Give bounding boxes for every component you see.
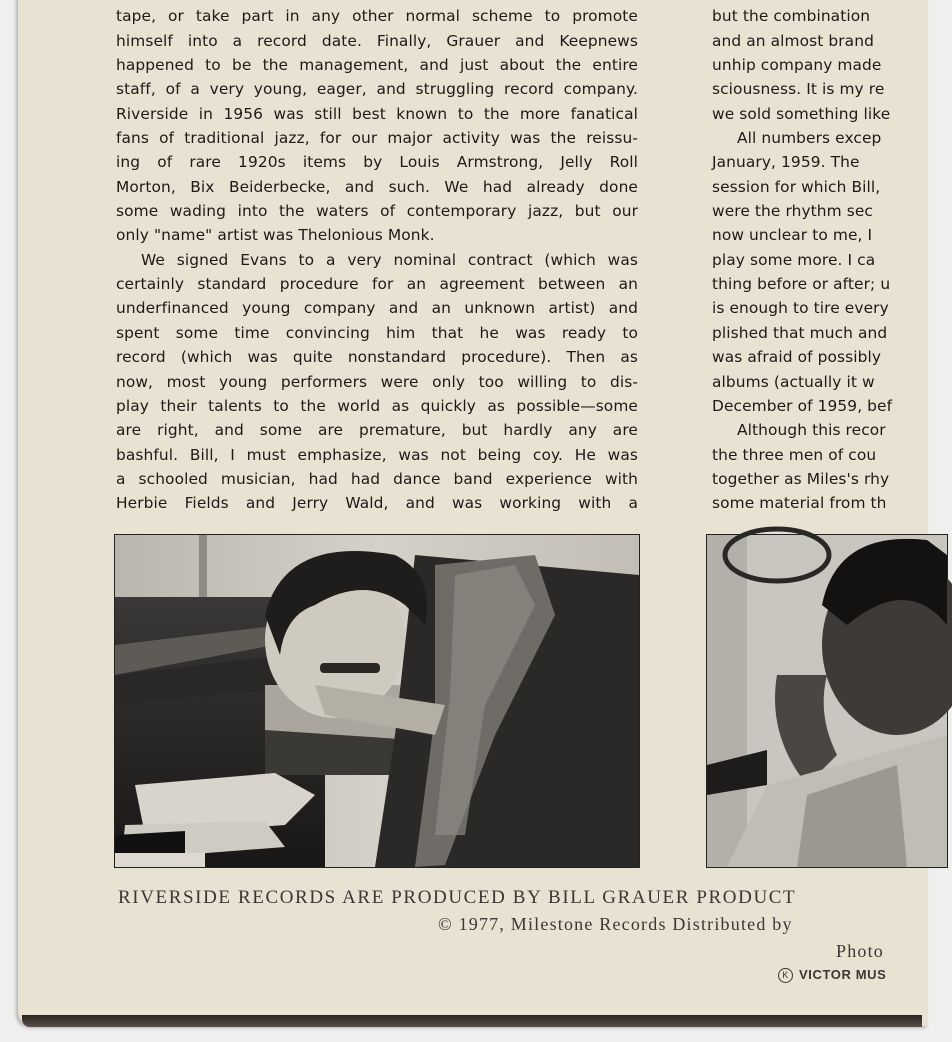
photo-credit: Photo: [836, 941, 885, 961]
left-text-line: himself into a record date. Finally, Grauer and Keepnews: [116, 31, 638, 50]
sleeve-bottom-edge: [22, 1015, 922, 1027]
right-text-line: we sold something like: [712, 104, 891, 123]
right-text-line: December of 1959, bef: [712, 396, 893, 415]
left-text-line: spent some time convincing him that he was ready to: [116, 323, 638, 342]
right-text-line: was afraid of possibly: [712, 348, 882, 367]
left-text-line: happened to be the management, and just about the entire: [116, 56, 638, 75]
right-text-line: is enough to tire every: [712, 299, 889, 318]
right-text-line: albums (actually it w: [712, 372, 875, 391]
right-text-line: were the rhythm sec: [712, 202, 873, 221]
right-text-line: January, 1959. The: [712, 153, 860, 172]
right-text-line: some material from th: [712, 494, 887, 513]
left-text-line: underfinanced young company and an unknown artist) and: [116, 299, 638, 318]
left-text-line: fans of traditional jazz, for our major activity was the reissu-: [116, 129, 638, 148]
left-text-line: only "name" artist was Thelonious Monk.: [116, 226, 435, 245]
right-text-line: now unclear to me, I: [712, 226, 873, 245]
producer-credit: RIVERSIDE RECORDS ARE PRODUCED BY BILL GRAUER PRODUCT: [118, 887, 797, 908]
left-text-line: are right, and some are premature, but hardly any are: [116, 421, 638, 440]
manufacturer-mark-icon: K: [778, 968, 793, 983]
left-text-line: Morton, Bix Beiderbecke, and such. We had already done: [116, 177, 638, 196]
liner-notes-left-column: [116, 0, 638, 516]
copyright-line: © 1977, Milestone Records Distributed by: [438, 914, 793, 934]
right-text-line: play some more. I ca: [712, 250, 876, 269]
right-text-line: and an almost brand: [712, 31, 874, 50]
left-text-line: tape, or take part in any other normal scheme to promote: [116, 7, 638, 26]
right-text-line: but the combination: [712, 7, 871, 26]
left-text-line: some wading into the waters of contemporary jazz, but our: [116, 202, 638, 221]
left-text-line: staff, of a very young, eager, and struggling record company.: [116, 80, 638, 99]
left-text-line: now, most young performers were only too willing to dis-: [116, 372, 638, 391]
right-text-line: thing before or after; u: [712, 275, 891, 294]
left-text-line: Riverside in 1956 was still best known to the more fanatical: [116, 104, 638, 123]
right-text-line: together as Miles's rhy: [712, 469, 890, 488]
musician-illustration: [707, 535, 947, 867]
left-text-line: play their talents to the world as quickly as possible—some: [116, 396, 638, 415]
right-text-line: the three men of cou: [712, 445, 877, 464]
left-text-line: ing of rare 1920s items by Louis Armstrong, Jelly Roll: [116, 153, 638, 172]
right-text-line: Although this recor: [737, 421, 886, 440]
musician-listening-photo: [706, 534, 948, 868]
manufacturer-credit: [778, 967, 886, 983]
right-text-line: sciousness. It is my re: [712, 80, 885, 99]
right-text-line: unhip company made: [712, 56, 882, 75]
manufacturer-name: VICTOR MUS: [799, 967, 887, 982]
right-text-line: session for which Bill,: [712, 177, 881, 196]
right-text-line: plished that much and: [712, 323, 888, 342]
left-text-line: bashful. Bill, I must emphasize, was not being coy. He was: [116, 445, 638, 464]
pianist-photo: [114, 534, 640, 868]
pianist-illustration: [115, 535, 639, 867]
left-text-line: certainly standard procedure for an agreement between an: [116, 275, 638, 294]
album-back-cover: [18, 0, 928, 1026]
liner-notes-right-column: [712, 0, 952, 516]
left-text-line: record (which was quite nonstandard procedure). Then as: [116, 348, 638, 367]
right-text-line: All numbers excep: [737, 129, 882, 148]
left-text-line: Herbie Fields and Jerry Wald, and was working with a: [116, 494, 638, 513]
left-text-line: We signed Evans to a very nominal contract (which was: [141, 250, 638, 269]
left-text-line: a schooled musician, had had dance band experience with: [116, 469, 638, 488]
